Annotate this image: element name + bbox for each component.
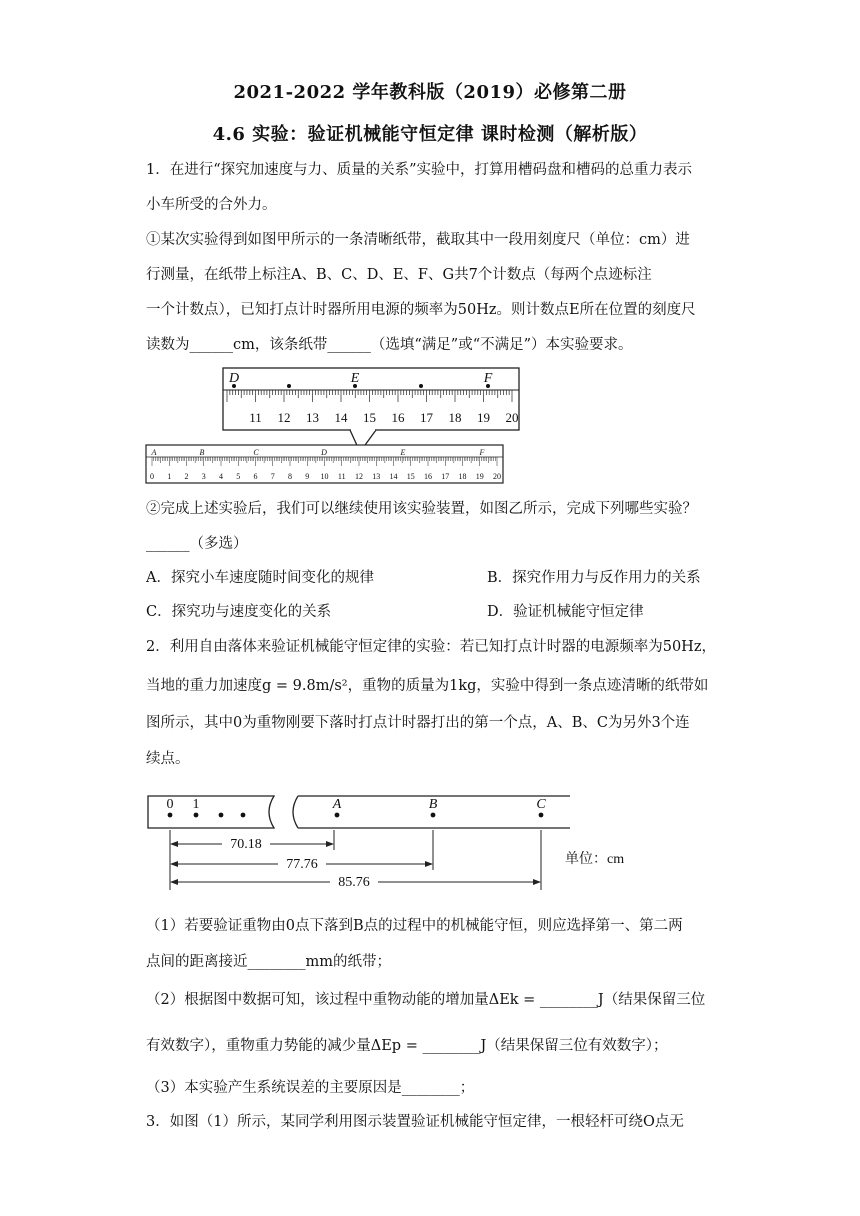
bottom-scale-label: 15 (406, 472, 415, 481)
top-point-label: F (483, 371, 493, 386)
dist-label-C: 85.76 (338, 875, 370, 890)
dot-A (335, 813, 340, 818)
top-scale-label: 20 (505, 410, 519, 425)
bottom-scale-label: 13 (372, 472, 381, 481)
top-scale-label: 17 (420, 410, 433, 425)
top-scale-label: 12 (277, 410, 291, 425)
q1-option-a: A．探究小车速度随时间变化的规律 (146, 570, 374, 586)
q1-line-6: 读数为______cm，该条纸带______（选填“满足”或“不满足”）本实验要求。 (146, 337, 633, 353)
q1-line-3: ①某次实验得到如图甲所示的一条清晰纸带，截取其中一段用刻度尺（单位：cm）进 (146, 232, 690, 248)
title-line-2: 4.6 实验：验证机械能守恒定律 课时检测（解析版） (212, 124, 648, 145)
dist-label-B: 77.76 (286, 857, 318, 872)
title-line-1: 2021-2022 学年教科版（2019）必修第二册 (233, 82, 627, 103)
bottom-scale-label: 3 (201, 472, 206, 481)
q2-line-2: 当地的重力加速度g = 9.8m/s²，重物的质量为1kg，实验中得到一条点迹清晰的纸带如 (146, 678, 709, 694)
q2-sub3: （3）本实验产生系统误差的主要原因是________； (146, 1080, 475, 1096)
q2-sub1-line-b: 点间的距离接近________mm的纸带； (146, 954, 391, 970)
dot-B (431, 813, 436, 818)
bottom-scale-label: 14 (389, 472, 398, 481)
bottom-point-label: B (199, 448, 205, 457)
bottom-scale-label: 12 (355, 472, 363, 481)
dot-2 (219, 813, 224, 818)
dot-1 (194, 813, 199, 818)
top-scale-label: 19 (477, 410, 490, 425)
bottom-scale-label: 5 (236, 472, 241, 481)
tape-point-label: 0 (166, 797, 174, 812)
bottom-scale-label: 2 (184, 472, 189, 481)
tape-figure (140, 788, 640, 898)
bottom-scale-label: 6 (253, 472, 258, 481)
top-point-label: E (350, 371, 360, 386)
top-dot (419, 384, 423, 388)
bottom-scale-label: 16 (424, 472, 432, 481)
tape-point-label: B (428, 797, 438, 812)
bottom-scale-label: 19 (475, 472, 484, 481)
top-dot (287, 384, 291, 388)
bottom-point-label: D (321, 448, 327, 457)
bottom-scale-label: 18 (458, 472, 467, 481)
bottom-scale-label: 9 (305, 472, 310, 481)
q1-option-d: D．验证机械能守恒定律 (487, 604, 644, 620)
bottom-point-label: E (400, 448, 406, 457)
bottom-scale-label: 11 (337, 472, 346, 481)
q1-option-b: B．探究作用力与反作用力的关系 (487, 570, 701, 586)
dot-C (539, 813, 544, 818)
tape-point-label: 1 (192, 797, 200, 812)
bottom-scale-label: 8 (288, 472, 292, 481)
q1-line-2: 小车所受的合外力。 (146, 197, 277, 213)
bottom-scale-label: 1 (167, 472, 172, 481)
q2-sub2-line-a: （2）根据图中数据可知，该过程中重物动能的增加量ΔEk = ________J（结果保留三位 (146, 992, 706, 1008)
tape-point-label: A (332, 797, 342, 812)
tape-point-label: C (536, 797, 546, 812)
dist-label-A: 70.18 (230, 837, 262, 852)
q1-line-1: 1．在进行“探究加速度与力、质量的关系”实验中，打算用槽码盘和槽码的总重力表示 (146, 162, 693, 178)
bottom-scale-label: 4 (219, 472, 223, 481)
top-scale-label: 13 (306, 410, 319, 425)
q1-line-8: ______（多选） (146, 536, 248, 552)
bottom-scale-label: 10 (320, 472, 329, 481)
top-point-label: D (228, 371, 240, 386)
dot-0 (168, 813, 173, 818)
bottom-scale-label: 0 (150, 472, 154, 481)
q2-line-1: 2．利用自由落体来验证机械能守恒定律的实验：若已知打点计时器的电源频率为50Hz， (146, 639, 716, 655)
q1-line-4: 行测量，在纸带上标注A、B、C、D、E、F、G共7个计数点（每两个点迹标注 (146, 267, 652, 283)
q1-line-5: 一个计数点），已知打点计时器所用电源的频率为50Hz。则计数点E所在位置的刻度尺 (146, 302, 696, 318)
top-scale-label: 15 (363, 410, 376, 425)
top-scale-label: 16 (391, 410, 405, 425)
bottom-point-label: F (479, 448, 485, 457)
dot-3 (241, 813, 246, 818)
q1-line-7: ②完成上述实验后，我们可以继续使用该实验装置，如图乙所示，完成下列哪些实验？ (146, 501, 697, 517)
q2-sub2-line-b: 有效数字），重物重力势能的减少量ΔEp = ________J（结果保留三位有效数字）； (146, 1038, 668, 1054)
q1-option-c: C．探究功与速度变化的关系 (146, 604, 332, 620)
top-scale-label: 14 (334, 410, 348, 425)
bottom-point-label: A (151, 448, 157, 457)
top-scale-label: 11 (249, 410, 262, 425)
q2-line-3: 图所示，其中0为重物刚要下落时打点计时器打出的第一个点，A、B、C为另外3个连 (146, 715, 690, 731)
q2-line-4: 续点。 (146, 751, 190, 767)
bottom-point-label: C (253, 448, 259, 457)
q2-sub1-line-a: （1）若要验证重物由0点下落到B点的过程中的机械能守恒，则应选择第一、第二两 (146, 918, 683, 934)
unit-label: 单位：cm (565, 852, 625, 867)
top-scale-label: 18 (448, 410, 462, 425)
bottom-scale-label: 20 (493, 472, 501, 481)
ruler-figure (140, 364, 530, 490)
bottom-scale-label: 17 (441, 472, 450, 481)
q3-line-1: 3．如图（1）所示，某同学利用图示装置验证机械能守恒定律，一根轻杆可绕O点无 (146, 1114, 684, 1130)
bottom-scale-label: 7 (270, 472, 275, 481)
